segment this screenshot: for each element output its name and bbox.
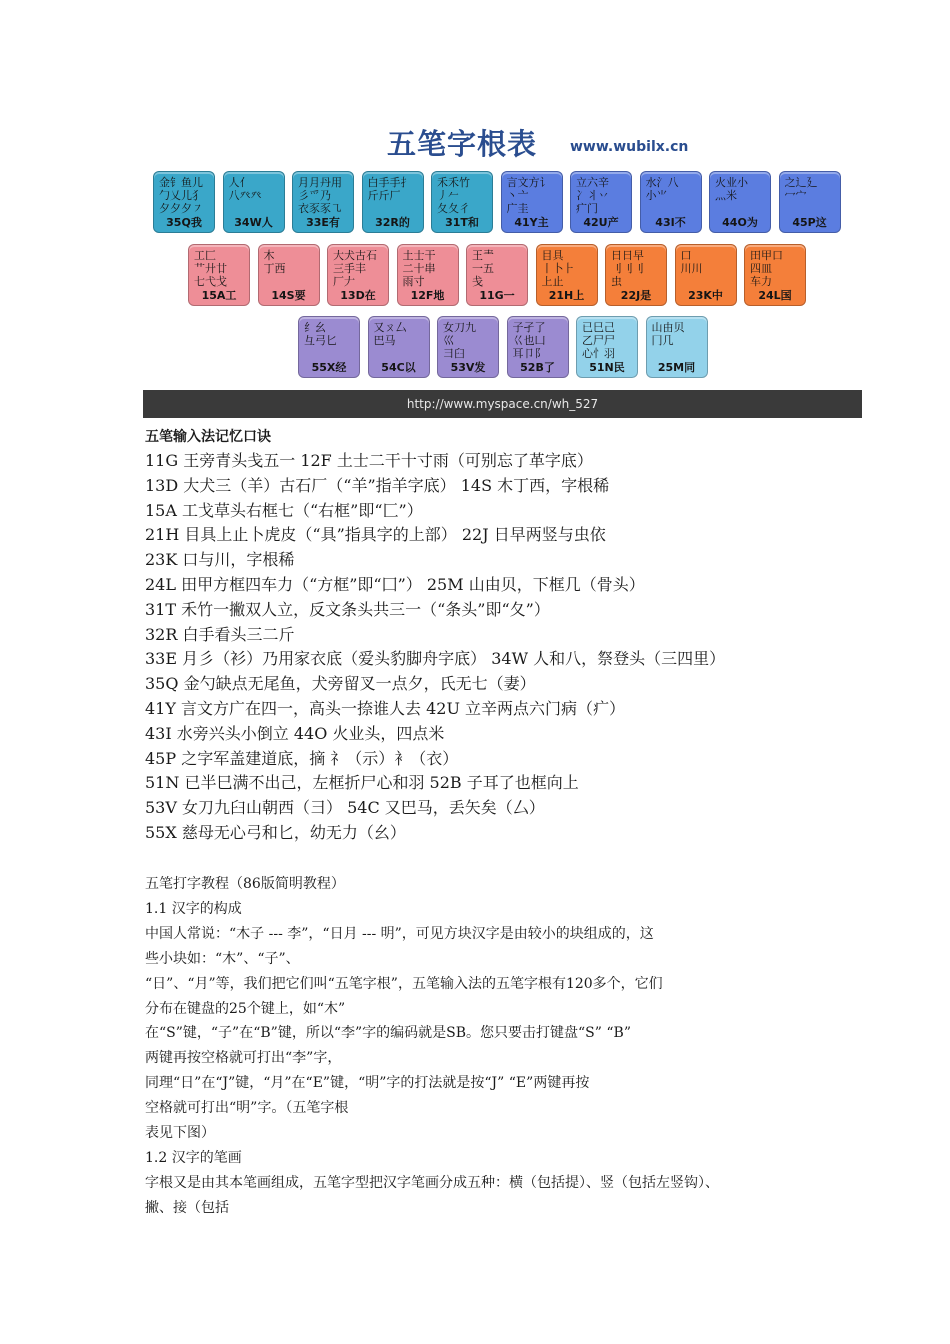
rhyme-line: 51N 已半巳满不出己，左框折尸心和羽 52B 子耳了也框向上 (145, 773, 579, 793)
key-33e (292, 171, 354, 233)
rhyme-line: 21H 目具上止卜虎皮（“具”指具字的上部） 22J 日早两竖与虫依 (145, 525, 606, 545)
key-code: 25M同 (657, 361, 696, 374)
key-51n (576, 316, 638, 378)
tutorial-line: 中国人常说：“木子 --- 李”，“日月 --- 明”，可见方块汉字是由较小的块组成的，这 (145, 925, 654, 942)
key-code: 23K中 (688, 289, 723, 302)
tutorial-line: “日”、“月”等，我们把它们叫“五笔字根”，五笔输入法的五笔字根有120多个，它们 (145, 975, 663, 992)
tutorial-line: 1.2 汉字的笔画 (145, 1149, 242, 1166)
key-roots: 立六辛 冫丬丷 疒门 (576, 176, 609, 215)
key-code: 15A工 (201, 289, 237, 302)
key-34w (223, 171, 285, 233)
rhyme-line: 24L 田甲方框四车力（“方框”即“囗”） 25M 山由贝，下框几（骨头） (145, 574, 645, 594)
key-roots: 山由贝 冂几 (651, 321, 685, 347)
rhyme-line: 15A 工戈草头右框七（“右框”即“匚”） (145, 500, 423, 520)
key-43i (640, 171, 702, 233)
key-code: 33E有 (306, 216, 340, 229)
key-roots: 日日早 刂刂刂 虫 (611, 249, 644, 288)
key-roots: 火业小 灬米 (715, 176, 748, 202)
key-code: 11G一 (479, 289, 515, 302)
key-code: 41Y主 (514, 216, 549, 229)
key-roots: 子孑了 巜也凵 耳卩阝 (512, 321, 546, 360)
key-code: 51N民 (589, 361, 625, 374)
key-code: 42U产 (583, 216, 619, 229)
rhyme-line: 55X 慈母无心弓和匕，幼无力（幺） (145, 822, 406, 842)
key-14s (258, 244, 320, 306)
tutorial-line: 两键再按空格就可打出“李”字， (145, 1050, 342, 1067)
key-code: 13D在 (340, 289, 376, 302)
tutorial-line: 同理“日”在“J”键，“月”在“E”键，“明”字的打法就是按“J” “E”两键再按 (145, 1075, 590, 1092)
key-35q (153, 171, 215, 233)
rhyme-line: 23K 口与川，字根稀 (145, 550, 295, 570)
tutorial-line: 撇、接（包括 (145, 1199, 229, 1216)
key-22j (605, 244, 667, 306)
key-code: 21H上 (548, 289, 585, 302)
key-code: 35Q我 (166, 216, 202, 229)
key-11g (466, 244, 528, 306)
chart-title: 五笔字根表 (387, 127, 538, 161)
key-code: 32R的 (375, 216, 410, 229)
tutorial-line: 字根又是由其本笔画组成，五笔字型把汉字笔画分成五种：横（包括提）、竖（包括左竖钩）、 (145, 1174, 719, 1191)
key-roots: 言文方讠 丶亠 广圭 (506, 176, 551, 215)
wubi-root-chart (143, 108, 862, 418)
key-roots: 土士干 二十串 雨寸 (402, 249, 436, 288)
tutorial-line: 1.1 汉字的构成 (145, 900, 242, 917)
key-42u (570, 171, 632, 233)
key-roots: 白手手扌 斤斤厂 (367, 176, 412, 202)
key-53v (437, 316, 499, 378)
key-code: 22J是 (620, 289, 652, 302)
key-45p (779, 171, 841, 233)
key-roots: 田甲口 四皿 车力 (750, 249, 783, 288)
key-code: 12F地 (410, 289, 445, 302)
tutorial-line: 在“S”键，“子”在“B”键，所以“李”字的编码就是SB。您只要击打键盘“S” “B” (145, 1025, 631, 1042)
tutorial-line: 空格就可打出“明”字。（五笔字根 (145, 1100, 349, 1117)
key-32r (362, 171, 424, 233)
rhyme-list (145, 449, 825, 846)
rhyme-line: 33E 月彡（衫）乃用家衣底（爱头豹脚舟字底） 34W 人和八，祭登头（三四里） (145, 649, 726, 669)
key-roots: 月月丹用 彡爫乃 衣豕豕㇈ (298, 176, 342, 215)
key-roots: 口 川川 (680, 249, 703, 275)
key-code: 52B了 (520, 361, 555, 374)
key-13d (327, 244, 389, 306)
key-roots: 水氵八 小⺌ (645, 176, 679, 202)
key-code: 45P这 (792, 216, 827, 229)
key-code: 43I不 (655, 216, 686, 229)
key-44o (709, 171, 771, 233)
myspace-url-banner: http://www.myspace.cn/wh_527 (143, 390, 862, 418)
tutorial-line: 表见下图） (145, 1125, 215, 1142)
key-roots: 木 丁西 (263, 249, 286, 275)
tutorial-line: 些小块如：“木”、“子”、 (145, 950, 300, 967)
key-code: 31T和 (445, 216, 479, 229)
key-code: 53V发 (450, 361, 486, 374)
key-roots: 已巳己 乙尸尸 心忄羽 (582, 321, 615, 360)
key-23k (675, 244, 737, 306)
key-code: 55X经 (311, 361, 347, 374)
rhyme-line: 43I 水旁兴头小倒立 44O 火业头，四点米 (145, 723, 445, 743)
key-25m (646, 316, 708, 378)
key-roots: 之辶廴 冖宀 (784, 176, 818, 202)
key-roots: 大犬古石 三手丰 厂𠂇 (333, 249, 377, 288)
key-roots: 目具 丨卜⺊ 上止 (541, 249, 575, 288)
key-55x (298, 316, 360, 378)
tutorial-line: 五笔打字教程（86版简明教程） (145, 876, 345, 892)
key-roots: 金钅鱼儿 勹乂儿犭 夕夕夕㇇ (159, 176, 203, 215)
key-roots: 人亻 八癶癶 (228, 176, 262, 202)
key-roots: 工匚 艹廾廿 七弋戈 (194, 249, 227, 288)
rhyme-line: 31T 禾竹一撇双人立，反文条头共三一（“条头”即“夂”） (145, 599, 550, 619)
key-roots: 王龶 一五 戋 (472, 249, 494, 288)
rhyme-line: 35Q 金勺缺点无尾鱼，犬旁留叉一点夕，氏无七（妻） (145, 674, 536, 694)
key-12f (397, 244, 459, 306)
key-24l (744, 244, 806, 306)
rhyme-line: 13D 大犬三（羊）古石厂（“羊”指羊字底） 14S 木丁西，字根稀 (145, 475, 610, 495)
keyboard-layout (143, 108, 862, 398)
key-15a (188, 244, 250, 306)
key-code: 14S要 (271, 289, 306, 302)
rhyme-line: 11G 王旁青头戋五一 12F 土士二干十寸雨（可别忘了革字底） (145, 451, 593, 470)
key-code: 44O为 (722, 216, 758, 229)
rhyme-heading: 五笔输入法记忆口诀 (145, 429, 271, 445)
key-roots: 禾禾竹 丿𠂉 夂夂彳 (437, 176, 470, 215)
key-roots: 纟幺 彑弓匕 (304, 321, 337, 347)
key-52b (507, 316, 569, 378)
key-54c (368, 316, 430, 378)
key-roots: 女刀九 巛 彐臼 (443, 321, 476, 360)
key-21h (536, 244, 598, 306)
tutorial-line: 分布在键盘的25个键上，如“木” (145, 1000, 346, 1017)
key-roots: 又ㄡ厶 巴马 (373, 321, 407, 347)
key-31t (431, 171, 493, 233)
key-code: 34W人 (234, 216, 273, 229)
key-code: 24L国 (758, 289, 792, 302)
rhyme-line: 41Y 言文方广在四一，高头一捺谁人去 42U 立辛两点六门病（疒） (145, 698, 626, 718)
key-41y (501, 171, 563, 233)
rhyme-line: 32R 白手看头三二斤 (145, 624, 295, 644)
rhyme-line: 53V 女刀九臼山朝西（彐） 54C 又巴马，丢矢矣（厶） (145, 798, 545, 818)
rhyme-line: 45P 之字军盖建道底，摘 礻（示）衤（衣） (145, 748, 459, 768)
tutorial-text (145, 872, 813, 1221)
chart-site-url: www.wubilx.cn (570, 139, 689, 155)
key-code: 54C以 (381, 361, 416, 374)
